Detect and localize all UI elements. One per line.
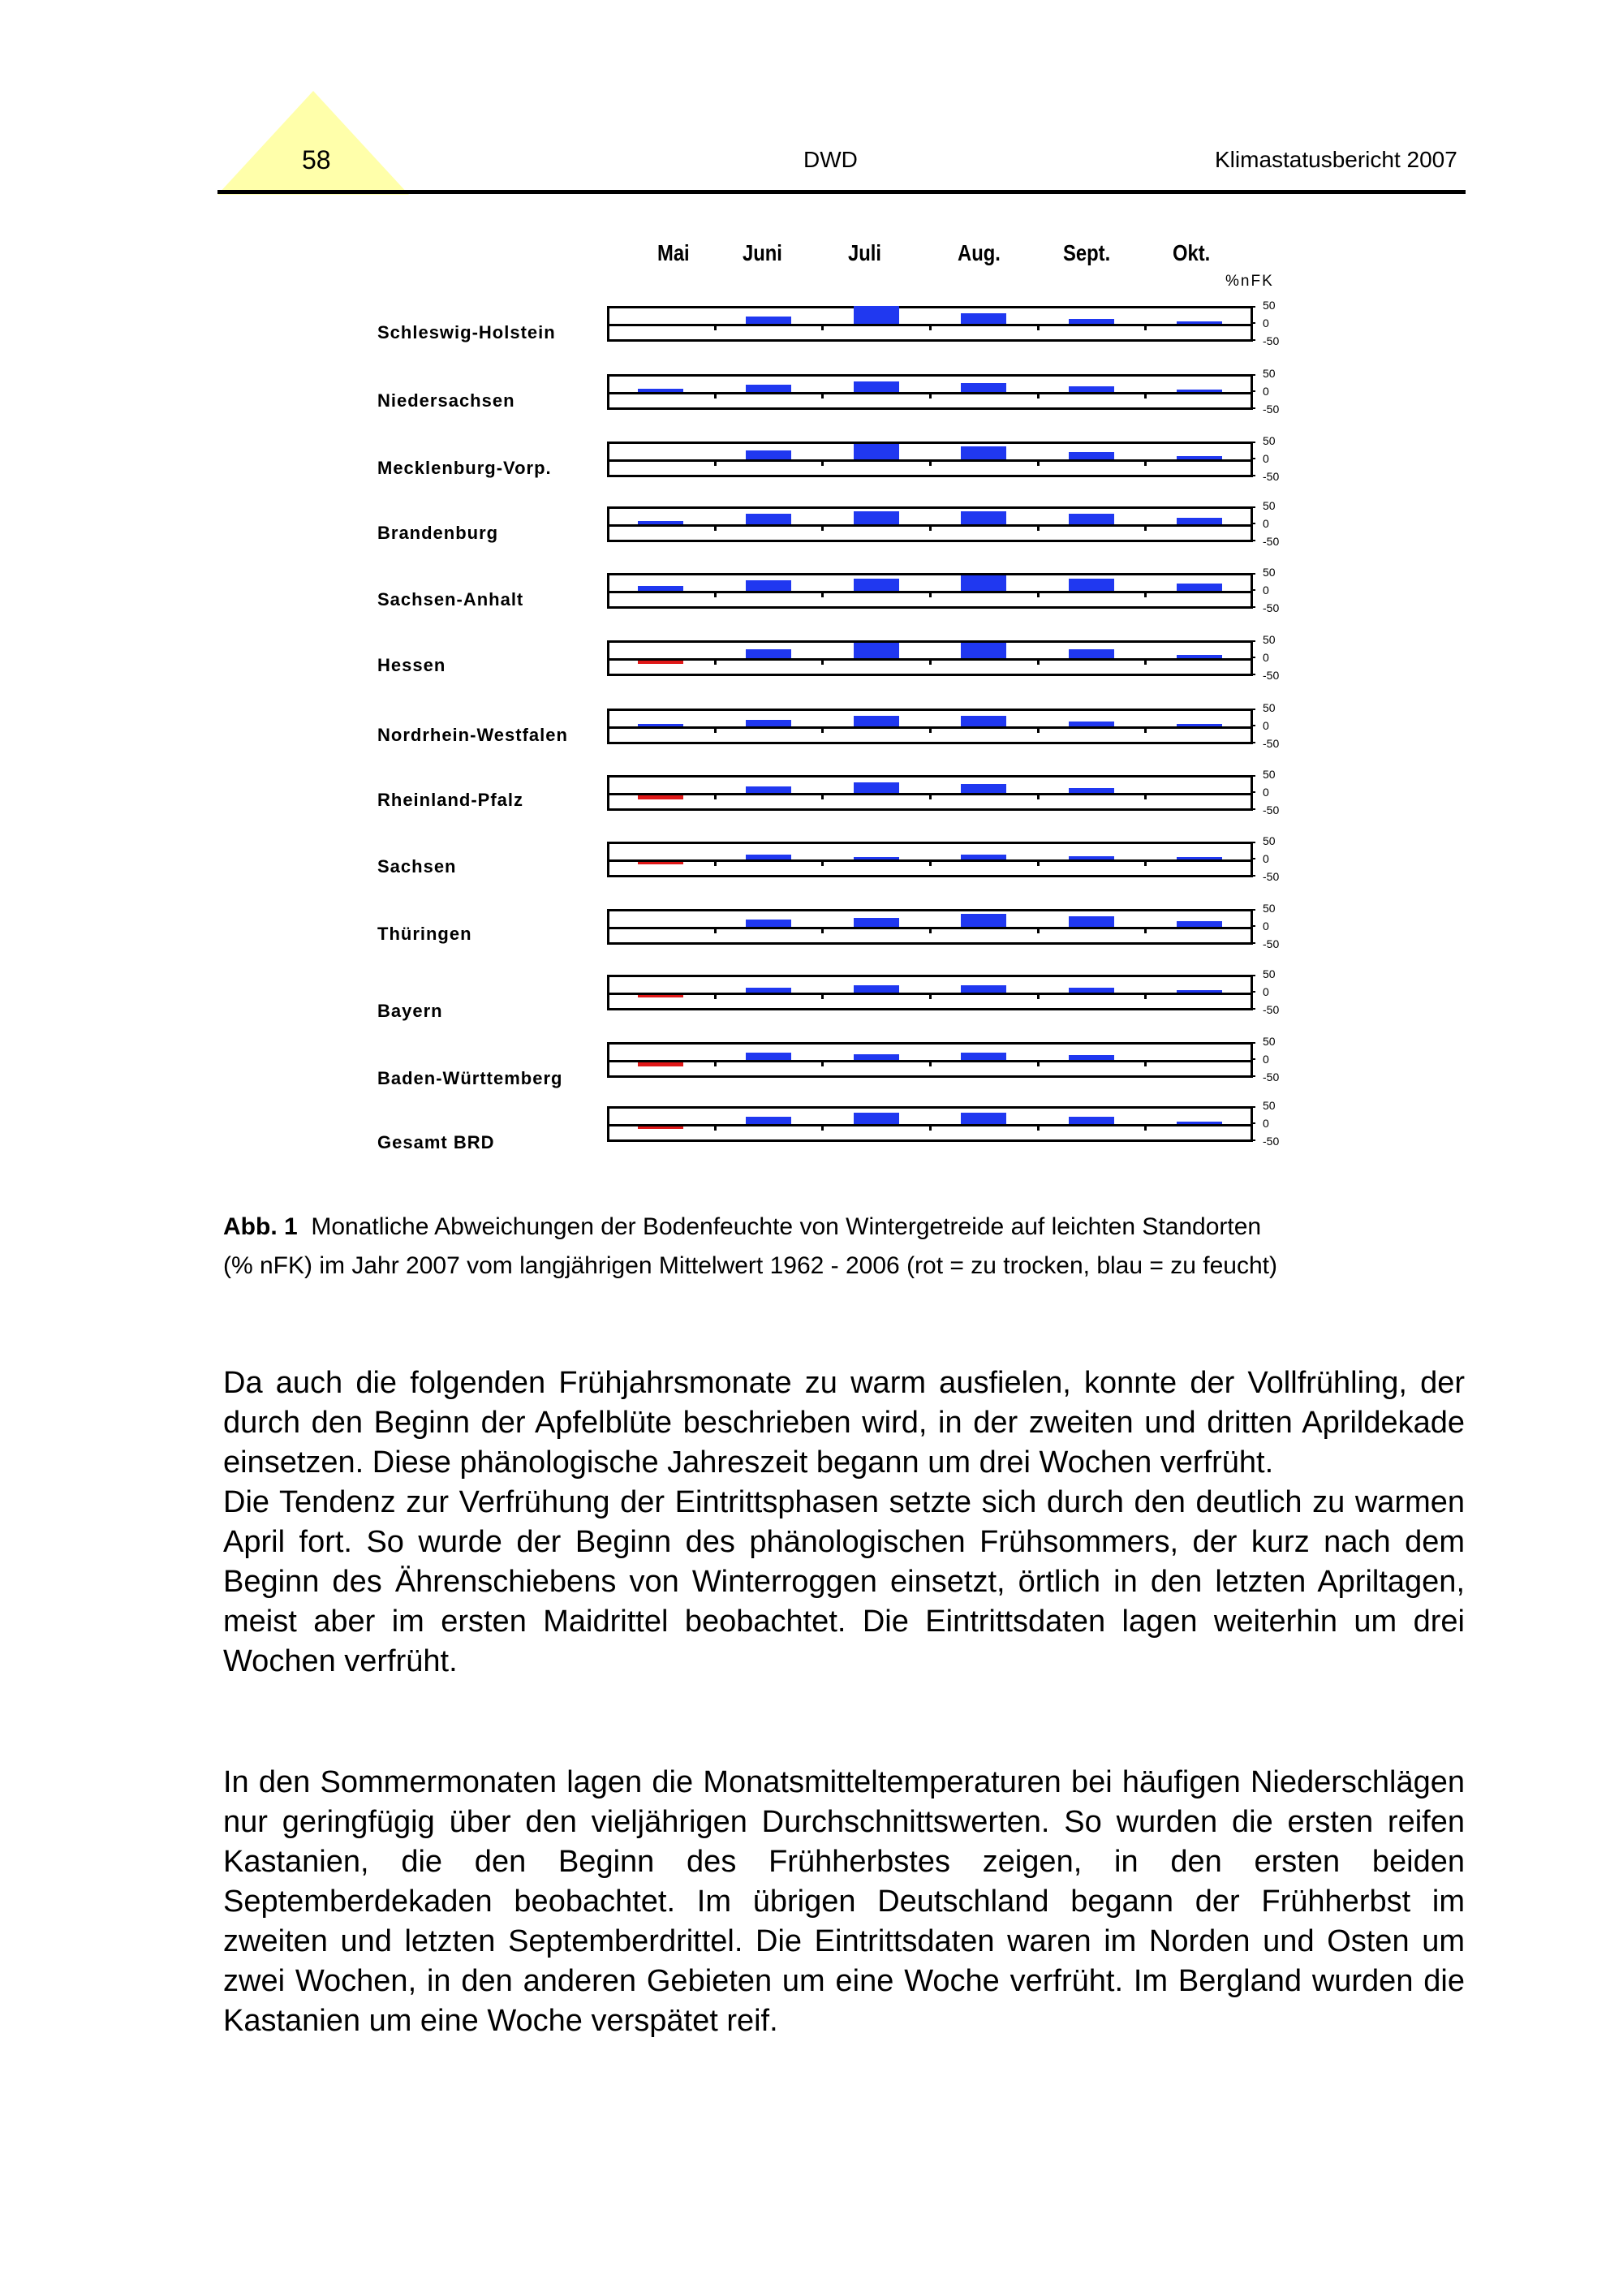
y-tick-label: 0 (1263, 786, 1269, 799)
y-tick-label: -50 (1263, 937, 1280, 950)
y-tick-label: 50 (1263, 299, 1276, 312)
bar-wet (1069, 1117, 1114, 1124)
bar-wet (961, 511, 1006, 524)
bar-wet (961, 914, 1006, 927)
month-label: Aug. (958, 240, 1001, 265)
y-unit-label: %nFK (1225, 273, 1274, 290)
state-label: Mecklenburg-Vorp. (377, 458, 552, 478)
y-tick-label: -50 (1263, 870, 1280, 883)
row-plot-area (607, 374, 1253, 410)
bar-wet (746, 317, 791, 324)
x-tick (821, 1062, 824, 1066)
y-tick-mark (1251, 1008, 1255, 1010)
y-tick-label: 50 (1263, 967, 1276, 980)
x-tick (1144, 1126, 1147, 1131)
bar-wet (1177, 857, 1222, 859)
x-tick (821, 462, 824, 466)
row-plot-area (607, 1042, 1253, 1078)
x-tick (714, 1062, 717, 1066)
bar-wet (1177, 1122, 1222, 1124)
x-tick (821, 995, 824, 999)
bar-wet (638, 521, 683, 524)
bar-wet (854, 782, 899, 793)
bar-wet (961, 383, 1006, 392)
y-tick-mark (1251, 640, 1255, 642)
y-tick-mark (1251, 1106, 1255, 1108)
bar-wet (746, 855, 791, 859)
bar-wet (1177, 655, 1222, 658)
x-tick (821, 729, 824, 733)
month-label: Juli (848, 240, 881, 265)
bar-wet (854, 511, 899, 524)
bar-wet (746, 988, 791, 993)
x-tick (1144, 929, 1147, 933)
bar-wet (1069, 386, 1114, 392)
bar-wet (854, 1054, 899, 1060)
state-label: Rheinland-Pfalz (377, 790, 524, 810)
bar-wet (1069, 916, 1114, 927)
state-label: Baden-Württemberg (377, 1068, 563, 1088)
row-plot-area (607, 506, 1253, 542)
bar-wet (961, 1113, 1006, 1124)
y-tick-label: 0 (1263, 1053, 1269, 1066)
x-tick (929, 661, 932, 665)
bar-wet (854, 918, 899, 927)
bar-wet (854, 1113, 899, 1124)
x-tick (1037, 1062, 1040, 1066)
y-tick-mark (1251, 322, 1255, 324)
y-tick-mark (1251, 523, 1255, 524)
month-label: Juni (743, 240, 782, 265)
y-tick-mark (1251, 458, 1255, 459)
y-tick-mark (1251, 842, 1255, 843)
y-tick-mark (1251, 475, 1255, 476)
x-tick (1037, 462, 1040, 466)
x-tick (1144, 862, 1147, 866)
header-report-title: Klimastatusbericht 2007 (1215, 147, 1457, 172)
x-tick (821, 929, 824, 933)
x-tick (929, 795, 932, 799)
x-tick (714, 729, 717, 733)
x-tick (929, 729, 932, 733)
x-tick (1037, 1126, 1040, 1131)
y-tick-mark (1251, 875, 1255, 877)
bar-wet (1177, 456, 1222, 459)
bar-wet (1177, 724, 1222, 726)
y-tick-mark (1251, 339, 1255, 341)
bar-wet (854, 444, 899, 459)
bar-wet (961, 985, 1006, 993)
figure-caption (223, 1208, 1489, 1286)
bar-wet (746, 649, 791, 658)
row-plot-area (607, 975, 1253, 1010)
y-tick-mark (1251, 540, 1255, 541)
y-tick-label: 50 (1263, 768, 1276, 781)
bar-wet (1177, 321, 1222, 324)
y-tick-mark (1251, 858, 1255, 859)
x-tick (929, 1126, 932, 1131)
x-tick (1144, 394, 1147, 398)
y-tick-label: 50 (1263, 1099, 1276, 1112)
x-tick (1144, 795, 1147, 799)
bar-dry (638, 1062, 683, 1066)
x-tick (821, 1126, 824, 1131)
y-tick-mark (1251, 407, 1255, 409)
paragraph-1: Da auch die folgenden Frühjahrsmonate zu warm ausfielen, konnte der Vollfrühling, der durch den Beginn der Apfelblüte beschrieben wird, in der zweiten und dritten Aprildekade einsetzen. Diese phänologische Jahreszeit begann um drei Wochen verfrüht. (223, 1366, 1465, 1480)
page-number: 58 (302, 145, 331, 174)
y-tick-label: 0 (1263, 517, 1269, 530)
y-tick-label: 0 (1263, 920, 1269, 933)
x-tick (929, 462, 932, 466)
bar-dry (638, 795, 683, 799)
y-tick-mark (1251, 975, 1255, 976)
bar-wet (961, 716, 1006, 726)
state-label: Sachsen-Anhalt (377, 589, 524, 610)
bar-wet (854, 306, 899, 324)
x-tick (1144, 593, 1147, 597)
bar-wet (746, 920, 791, 927)
row-plot-area (607, 775, 1253, 811)
y-tick-mark (1251, 775, 1255, 777)
y-tick-label: -50 (1263, 601, 1280, 614)
y-tick-label: 50 (1263, 499, 1276, 512)
state-label: Bayern (377, 1001, 443, 1021)
y-tick-label: -50 (1263, 535, 1280, 548)
x-tick (929, 593, 932, 597)
y-tick-label: 50 (1263, 633, 1276, 646)
bar-wet (746, 786, 791, 793)
bar-wet (746, 720, 791, 726)
row-plot-area (607, 842, 1253, 877)
x-tick (714, 862, 717, 866)
x-tick (929, 862, 932, 866)
y-tick-label: 0 (1263, 452, 1269, 465)
y-tick-mark (1251, 573, 1255, 575)
y-tick-label: 50 (1263, 701, 1276, 714)
bar-wet (961, 1053, 1006, 1060)
y-tick-mark (1251, 725, 1255, 726)
y-tick-label: -50 (1263, 803, 1280, 816)
bar-wet (854, 381, 899, 392)
bar-wet (746, 385, 791, 392)
x-tick (1037, 995, 1040, 999)
bar-dry (638, 661, 683, 664)
y-tick-label: -50 (1263, 1135, 1280, 1148)
bar-wet (638, 586, 683, 591)
y-tick-label: 50 (1263, 566, 1276, 579)
x-tick (714, 995, 717, 999)
bar-wet (746, 580, 791, 591)
y-tick-mark (1251, 606, 1255, 608)
bar-wet (854, 579, 899, 591)
y-tick-label: 0 (1263, 385, 1269, 398)
y-tick-mark (1251, 709, 1255, 710)
bar-wet (961, 313, 1006, 324)
paragraph-2: Die Tendenz zur Verfrühung der Eintrittsphasen setzte sich durch den deutlich zu warmen April fort. So wurde der Beginn des phänologischen Frühsommers, der kurz nach dem Beginn des Ährenschiebens von Winterroggen einsetzt, örtlich in den letzten Apriltagen, meist aber im ersten Maidrittel beobachtet. Die Eintrittsdaten lagen weiterhin um drei Wochen verfrüht. (223, 1485, 1465, 1678)
y-tick-mark (1251, 808, 1255, 810)
x-tick (821, 394, 824, 398)
bar-wet (746, 1053, 791, 1060)
caption-line-2: (% nFK) im Jahr 2007 vom langjährigen Mittelwert 1962 - 2006 (rot = zu trocken, blau = zu feucht) (223, 1252, 1277, 1279)
bar-dry (638, 1126, 683, 1129)
x-tick (1037, 527, 1040, 531)
x-tick (1037, 593, 1040, 597)
body-block-1 (223, 1363, 1465, 1682)
y-tick-label: 0 (1263, 651, 1269, 664)
x-tick (1037, 862, 1040, 866)
x-tick (1144, 661, 1147, 665)
state-label: Thüringen (377, 924, 472, 944)
state-label: Schleswig-Holstein (377, 322, 556, 342)
body-block-2 (223, 1763, 1465, 2041)
x-tick (821, 527, 824, 531)
y-tick-mark (1251, 657, 1255, 658)
bar-wet (746, 450, 791, 459)
bar-dry (638, 862, 683, 864)
y-tick-mark (1251, 306, 1255, 308)
bar-wet (854, 716, 899, 726)
x-tick (1037, 394, 1040, 398)
x-tick (714, 661, 717, 665)
y-tick-mark (1251, 942, 1255, 944)
y-tick-label: -50 (1263, 334, 1280, 347)
state-label: Sachsen (377, 856, 457, 877)
y-tick-label: 50 (1263, 1035, 1276, 1048)
bar-wet (961, 446, 1006, 459)
bar-wet (854, 985, 899, 993)
y-tick-mark (1251, 1042, 1255, 1044)
y-tick-label: 50 (1263, 434, 1276, 447)
state-label: Nordrhein-Westfalen (377, 725, 568, 745)
bar-wet (961, 575, 1006, 591)
bar-wet (1069, 319, 1114, 324)
x-tick (1144, 995, 1147, 999)
x-tick (1037, 729, 1040, 733)
y-tick-mark (1251, 1139, 1255, 1141)
y-tick-label: 0 (1263, 985, 1269, 998)
bar-wet (961, 643, 1006, 658)
x-tick (929, 326, 932, 330)
bar-wet (1069, 722, 1114, 726)
y-tick-mark (1251, 1058, 1255, 1060)
bar-wet (961, 855, 1006, 859)
y-tick-label: 0 (1263, 317, 1269, 330)
row-plot-area (607, 442, 1253, 477)
x-tick (1144, 1062, 1147, 1066)
x-tick (1144, 527, 1147, 531)
state-label: Gesamt BRD (377, 1132, 495, 1152)
state-label: Hessen (377, 655, 446, 675)
bar-wet (1069, 649, 1114, 658)
bar-wet (746, 514, 791, 524)
month-label: Sept. (1063, 240, 1111, 265)
x-tick (929, 995, 932, 999)
bar-wet (1177, 990, 1222, 993)
y-tick-mark (1251, 991, 1255, 993)
x-tick (821, 593, 824, 597)
x-tick (1037, 929, 1040, 933)
month-label: Okt. (1173, 240, 1211, 265)
header-publisher: DWD (803, 147, 858, 172)
y-tick-label: -50 (1263, 737, 1280, 750)
y-tick-label: -50 (1263, 470, 1280, 483)
bar-wet (961, 784, 1006, 793)
bar-wet (638, 389, 683, 392)
state-label: Niedersachsen (377, 390, 515, 411)
x-tick (1037, 326, 1040, 330)
y-tick-mark (1251, 791, 1255, 793)
bar-wet (1069, 579, 1114, 591)
x-tick (821, 795, 824, 799)
caption-label: Abb. 1 (223, 1213, 298, 1240)
x-tick (1144, 729, 1147, 733)
row-plot-area (607, 640, 1253, 676)
x-tick (714, 795, 717, 799)
x-tick (929, 929, 932, 933)
row-plot-area (607, 709, 1253, 744)
bar-wet (1069, 988, 1114, 993)
row-plot-area (607, 573, 1253, 609)
month-label: Mai (657, 240, 690, 265)
x-tick (929, 394, 932, 398)
x-tick (821, 326, 824, 330)
y-tick-label: 0 (1263, 584, 1269, 597)
x-tick (821, 661, 824, 665)
x-tick (714, 527, 717, 531)
bar-wet (854, 857, 899, 859)
row-plot-area (607, 306, 1253, 342)
x-tick (1144, 326, 1147, 330)
x-tick (1144, 462, 1147, 466)
state-label: Brandenburg (377, 523, 499, 543)
row-plot-area (607, 909, 1253, 945)
x-tick (929, 1062, 932, 1066)
paragraph-3: In den Sommermonaten lagen die Monatsmitteltemperaturen bei häufigen Niederschlägen nur geringfügig über den vieljährigen Durchschnittswerten. So wurden die ersten reifen Kastanien, die den Beginn des Frühherbstes zeigen, in den ersten beiden Septemberdekaden beobachtet. Im übrigen Deutschland begann der Frühherbst im zweiten und letzten Septemberdrittel. Die Eintrittsdaten waren im Norden und Osten um zwei Wochen, in den anderen Gebieten um eine Woche verfrüht. Im Bergland wurden die Kastanien um eine Woche verspätet reif. (223, 1765, 1465, 2038)
bar-wet (1069, 856, 1114, 859)
y-tick-label: 0 (1263, 852, 1269, 865)
bar-dry (638, 995, 683, 997)
bar-wet (1177, 584, 1222, 592)
y-tick-mark (1251, 506, 1255, 508)
y-tick-label: 0 (1263, 1117, 1269, 1130)
x-tick (714, 394, 717, 398)
x-tick (1037, 661, 1040, 665)
y-tick-mark (1251, 589, 1255, 591)
bar-wet (854, 643, 899, 658)
y-tick-mark (1251, 909, 1255, 911)
y-tick-mark (1251, 1122, 1255, 1124)
x-tick (714, 326, 717, 330)
y-tick-mark (1251, 442, 1255, 443)
y-tick-mark (1251, 742, 1255, 743)
x-tick (714, 593, 717, 597)
y-tick-label: 50 (1263, 902, 1276, 915)
x-tick (821, 862, 824, 866)
bar-wet (1177, 518, 1222, 524)
bar-wet (746, 1117, 791, 1124)
x-tick (714, 929, 717, 933)
y-tick-mark (1251, 925, 1255, 927)
x-tick (714, 1126, 717, 1131)
bar-wet (1177, 921, 1222, 927)
y-tick-label: -50 (1263, 403, 1280, 416)
y-tick-label: 0 (1263, 719, 1269, 732)
caption-line-1: Monatliche Abweichungen der Bodenfeuchte von Wintergetreide auf leichten Standorten (311, 1213, 1262, 1240)
row-plot-area (607, 1106, 1253, 1142)
y-tick-label: -50 (1263, 1003, 1280, 1016)
y-tick-label: -50 (1263, 1070, 1280, 1083)
y-tick-mark (1251, 1075, 1255, 1077)
y-tick-mark (1251, 390, 1255, 392)
y-tick-label: -50 (1263, 669, 1280, 682)
bar-wet (638, 724, 683, 726)
x-tick (714, 462, 717, 466)
x-tick (929, 527, 932, 531)
bar-wet (1069, 788, 1114, 793)
x-tick (1037, 795, 1040, 799)
bar-wet (1069, 514, 1114, 524)
bar-wet (1069, 1055, 1114, 1060)
y-tick-label: 50 (1263, 834, 1276, 847)
y-tick-mark (1251, 674, 1255, 675)
y-tick-label: 50 (1263, 367, 1276, 380)
bar-wet (1177, 390, 1222, 392)
bar-wet (1069, 452, 1114, 459)
y-tick-mark (1251, 374, 1255, 376)
